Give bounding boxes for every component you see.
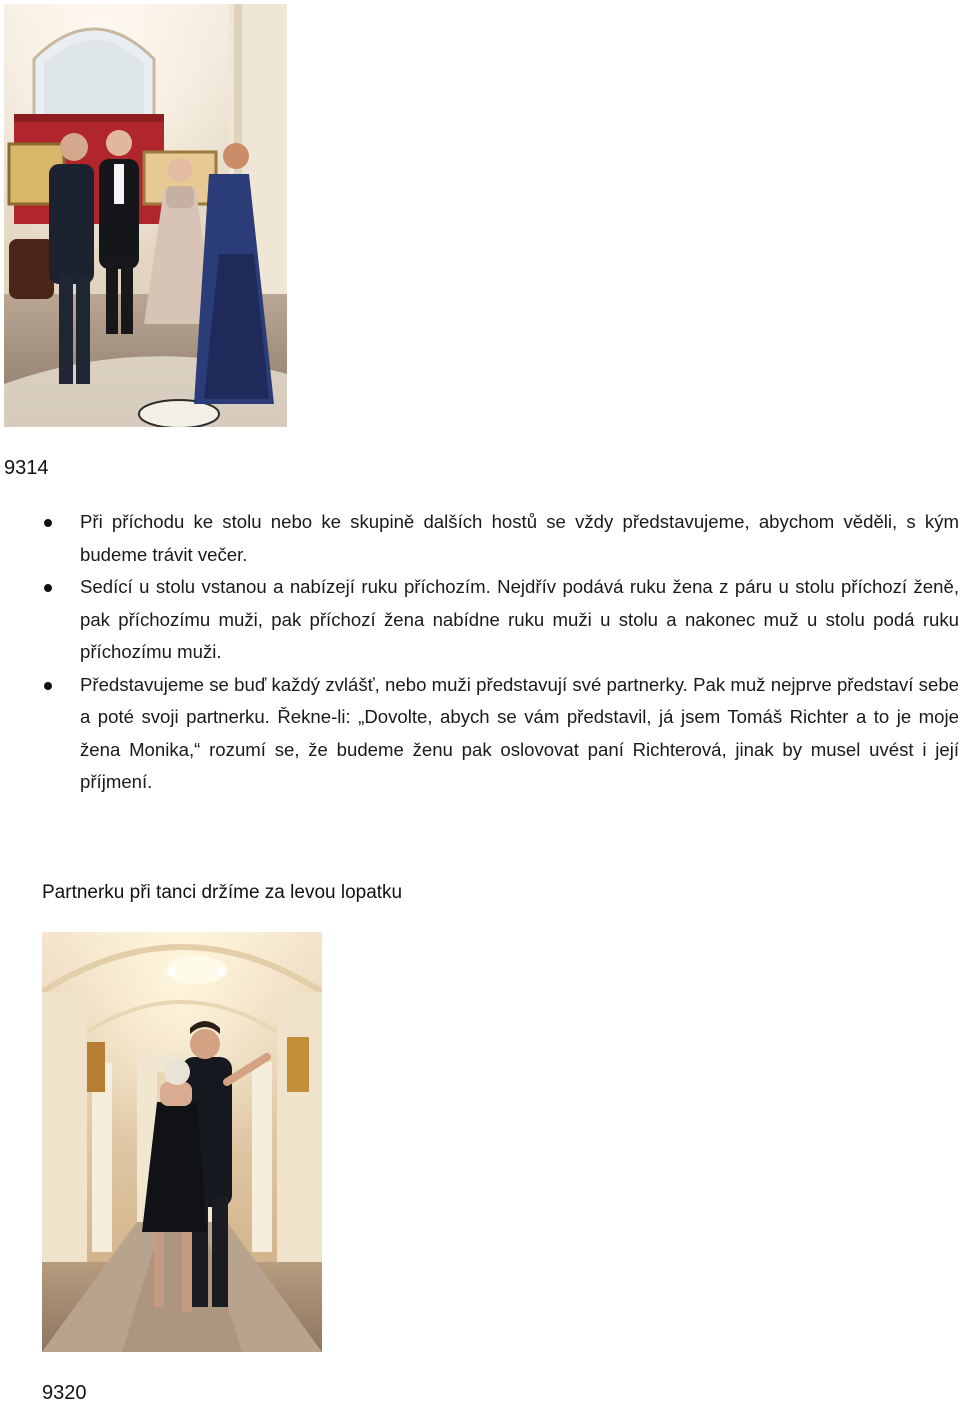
photo-caption: Partnerku při tanci držíme za levou lopatku xyxy=(42,882,403,903)
photo-introduction-greeting xyxy=(4,4,287,427)
list-item-text: Sedící u stolu vstanou a nabízejí ruku příchozím. Nejdřív podává ruku žena z páru u stolu příchozí ženě, pak příchozímu muži, pak příchozí žena nabídne ruku muži u stolu a nakonec muž u stolu podá ruku příchozímu muži. xyxy=(80,576,959,662)
list-item-text: Při příchodu ke stolu nebo ke skupině dalších hostů se vždy představujeme, abychom věděli, s kým budeme trávit večer. xyxy=(80,511,959,565)
photo-dancing-couple xyxy=(42,932,322,1352)
image-number: 9320 xyxy=(42,1382,87,1404)
list-item xyxy=(0,669,960,799)
list-item xyxy=(0,571,960,669)
list-item xyxy=(0,506,960,571)
bullet-list xyxy=(0,506,960,799)
bullet-icon xyxy=(44,682,52,690)
list-item-text: Představujeme se buď každý zvlášť, nebo muži představují své partnerky. Pak muž nejprve představí sebe a poté svoji partnerku. Řekne-li: „Dovolte, abych se vám představil, já jsem Tomáš Richter a to je moje žena Monika,“ rozumí se, že budeme ženu pak oslovovat paní Richterová, jinak by musel uvést i její příjmení. xyxy=(80,673,959,792)
image-number: 9314 xyxy=(4,457,49,479)
bullet-icon xyxy=(44,519,52,527)
bullet-icon xyxy=(44,584,52,592)
